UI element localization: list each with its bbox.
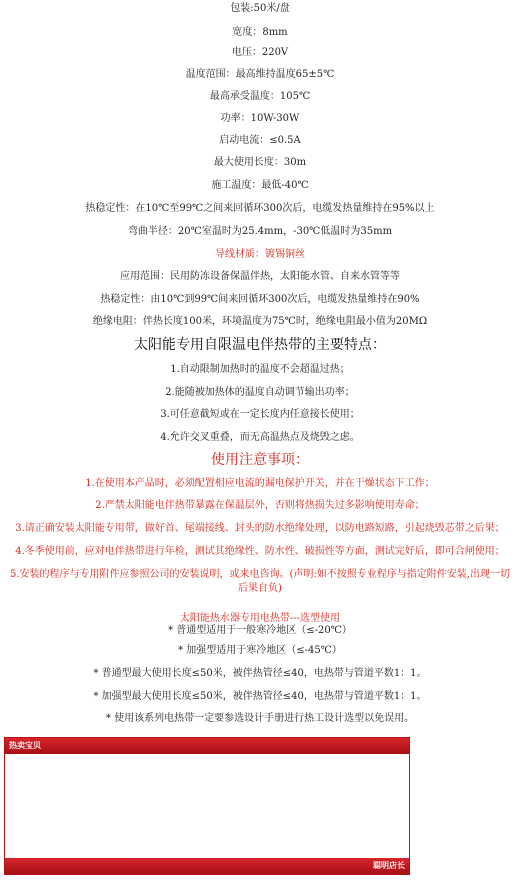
spec-start-current: 启动电流：≤0.5A	[219, 135, 301, 146]
spec-packaging: 包装:50米/盘	[230, 3, 290, 14]
note-item: 4.冬季使用前，应对电伴热带进行年检，测试其绝缘性、防水性、破损性等方面，测试完好后，即可合闸使用；	[15, 546, 505, 557]
selection-item: * 使用该系列电热带一定要参选设计手册进行热工设计选型以免误用。	[105, 713, 415, 724]
selection-title: 太阳能热水器专用电热带---选型使用	[179, 613, 341, 624]
note-item: 2.严禁太阳能电伴热带暴露在保温层外，否则将热损失过多影响使用寿命；	[95, 500, 425, 511]
spec-conductor: 导线材质：镀锡铜丝	[215, 249, 305, 260]
spec-install-temp: 施工温度：最低-40℃	[211, 180, 309, 191]
spec-insulation: 绝缘电阻：伴热长度100米，环境温度为75℃时，绝缘电阻最小值为20MΩ	[92, 316, 428, 327]
feature-item: 2.能随被加热体的温度自动调节输出功率；	[165, 387, 355, 398]
panel-footer-link[interactable]: 聪明店长	[5, 858, 409, 874]
spec-max-length: 最大使用长度：30m	[213, 157, 307, 168]
note-item: 1.在使用本产品时，必须配置相应电流的漏电保护开关，并在干燥状态下工作；	[85, 478, 435, 489]
selection-item: * 普通型最大使用长度≤50米，被伴热管径≤40，电热带与管道平数1：1。	[93, 668, 427, 679]
features-title: 太阳能专用自限温电伴热带的主要特点：	[134, 337, 386, 353]
feature-item: 4.允许交叉重叠，而无高温热点及烧毁之虑。	[160, 432, 360, 443]
panel-content	[5, 754, 409, 858]
spec-voltage: 电压：220V	[231, 47, 289, 58]
hot-items-panel	[4, 737, 410, 875]
selection-item: * 加强型适用于寒冷地区（≤-45℃）	[178, 645, 342, 656]
spec-power: 功率：10W-30W	[220, 113, 300, 124]
spec-max-temp: 最高承受温度：105℃	[209, 91, 311, 102]
notes-title: 使用注意事项：	[211, 452, 309, 468]
note-item: 5.安装的程序与专用附件应参照公司的安装说明，或来电咨询。(声明:如不按照专业程序与指定附件安装,出现一切后果自负)	[10, 569, 510, 594]
feature-item: 1.自动限制加热时的温度不会超温过热；	[170, 364, 350, 375]
spec-width: 宽度：8mm	[232, 27, 288, 38]
spec-application: 应用范围：民用防冻设备保温伴热，太阳能水管、自来水管等等	[120, 271, 400, 282]
spec-bend-radius: 弯曲半径：20℃室温时为25.4mm，-30℃低温时为35mm	[127, 226, 393, 237]
selection-item: * 加强型最大使用长度≤50米，被伴热管径≤40，电热带与管道平数1：1。	[93, 691, 427, 702]
note-item: 3.请正确安装太阳能专用带，做好首、尾端接线、封头的防水绝缘处理，以防电路短路，引起烧毁芯带之后果；	[15, 523, 505, 534]
panel-title: 热卖宝贝	[5, 738, 409, 754]
selection-item: * 普通型适用于一般寒冷地区（≤-20℃）	[168, 625, 352, 636]
spec-temp-range: 温度范围：最高维持温度65±5℃	[185, 69, 335, 80]
feature-item: 3.可任意截短或在一定长度内任意接长使用；	[160, 409, 360, 420]
spec-thermal-stability: 热稳定性：在10℃至99℃之间来回循环300次后，电缆发热量维持在95%以上	[85, 203, 435, 214]
spec-thermal-stability-2: 热稳定性：由10℃到99℃间来回循环300次后，电缆发热量维持在90%	[100, 294, 420, 305]
